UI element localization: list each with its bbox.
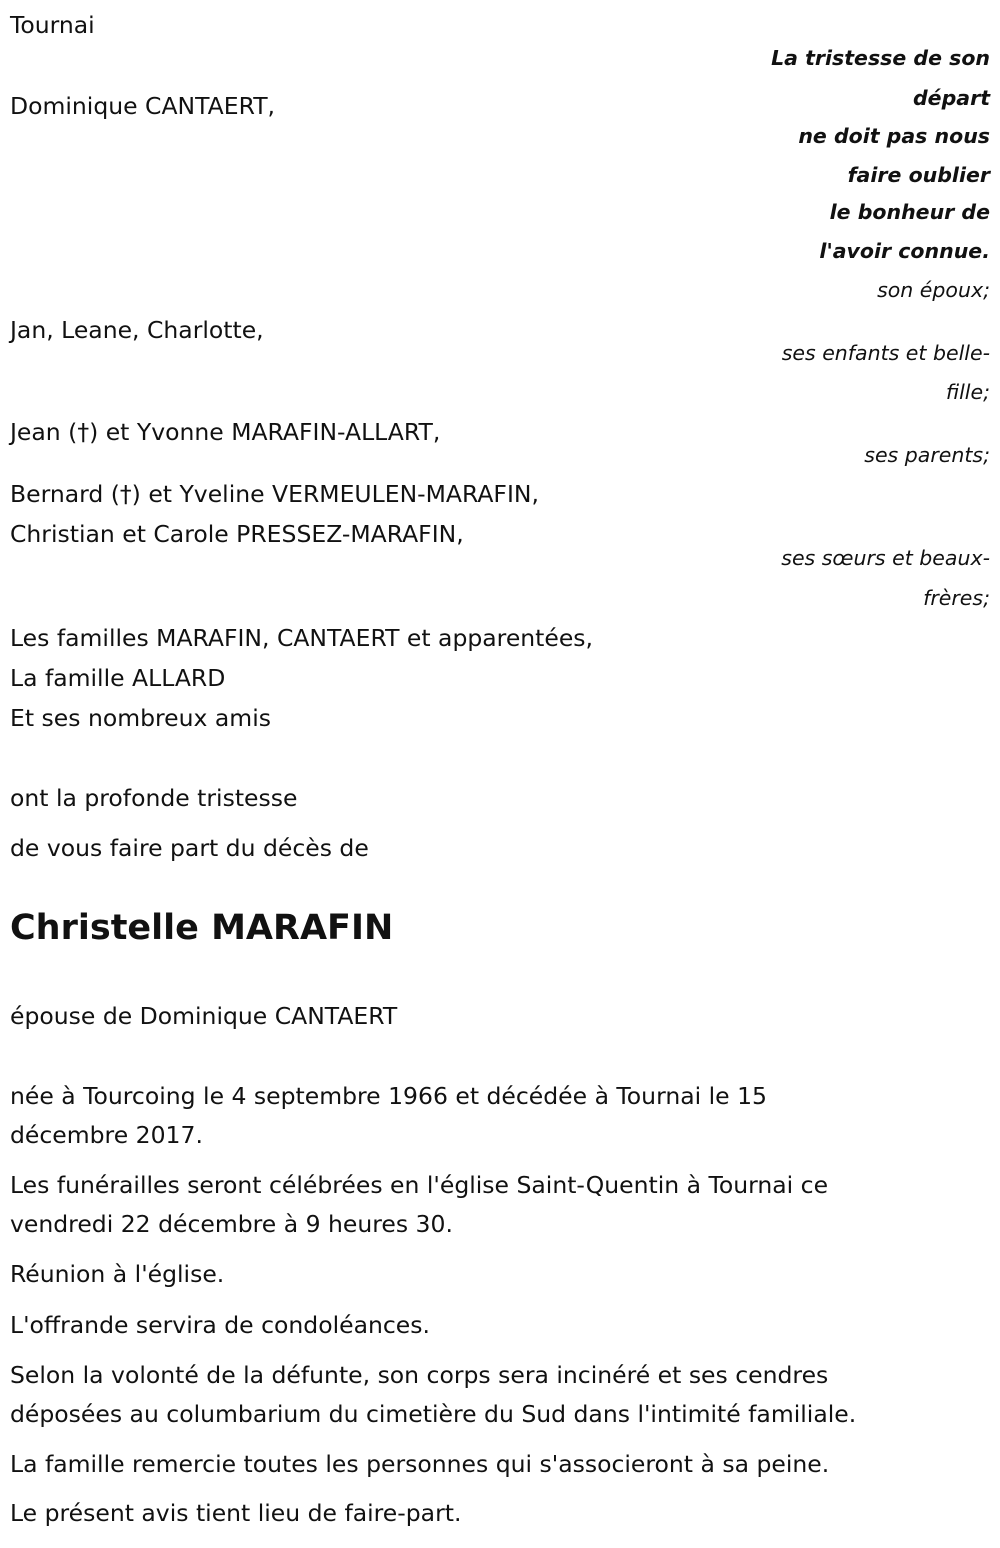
detail-line: Réunion à l'église. bbox=[10, 1260, 225, 1288]
family-name: Jean (†) et Yvonne MARAFIN-ALLART, bbox=[10, 418, 441, 446]
detail-line: née à Tourcoing le 4 septembre 1966 et décédée à Tournai le 15 bbox=[10, 1082, 767, 1110]
quote-line: le bonheur de bbox=[829, 200, 990, 224]
detail-line: déposées au columbarium du cimetière du Sud dans l'intimité familiale. bbox=[10, 1400, 857, 1428]
family-name: Jan, Leane, Charlotte, bbox=[10, 316, 264, 344]
announce-line: ont la profonde tristesse bbox=[10, 784, 298, 812]
detail-line: L'offrande servira de condoléances. bbox=[10, 1311, 430, 1339]
family-relation: ses enfants et belle- bbox=[781, 341, 990, 365]
family-relation: ses sœurs et beaux- bbox=[781, 546, 990, 570]
detail-line: Le présent avis tient lieu de faire-part. bbox=[10, 1499, 462, 1527]
others-line: Et ses nombreux amis bbox=[10, 704, 271, 732]
family-relation: son époux; bbox=[877, 278, 990, 302]
quote-line: départ bbox=[913, 86, 990, 110]
location: Tournai bbox=[10, 11, 95, 39]
family-relation: frères; bbox=[923, 586, 990, 610]
detail-line: Selon la volonté de la défunte, son corps sera incinéré et ses cendres bbox=[10, 1361, 829, 1389]
detail-line: décembre 2017. bbox=[10, 1121, 203, 1149]
spouse-line: épouse de Dominique CANTAERT bbox=[10, 1002, 398, 1030]
family-relation: fille; bbox=[945, 380, 990, 404]
family-name: Christian et Carole PRESSEZ-MARAFIN, bbox=[10, 520, 464, 548]
deceased-name: Christelle MARAFIN bbox=[10, 908, 394, 948]
others-line: Les familles MARAFIN, CANTAERT et apparentées, bbox=[10, 624, 594, 652]
quote-line: faire oublier bbox=[847, 163, 990, 187]
family-name: Bernard (†) et Yveline VERMEULEN-MARAFIN, bbox=[10, 480, 539, 508]
detail-line: Les funérailles seront célébrées en l'église Saint-Quentin à Tournai ce bbox=[10, 1171, 829, 1199]
quote-line: ne doit pas nous bbox=[798, 124, 990, 148]
family-name: Dominique CANTAERT, bbox=[10, 92, 276, 120]
family-relation: ses parents; bbox=[864, 443, 990, 467]
others-line: La famille ALLARD bbox=[10, 664, 226, 692]
quote-line: l'avoir connue. bbox=[819, 239, 990, 263]
announce-line: de vous faire part du décès de bbox=[10, 834, 369, 862]
detail-line: La famille remercie toutes les personnes qui s'associeront à sa peine. bbox=[10, 1450, 830, 1478]
detail-line: vendredi 22 décembre à 9 heures 30. bbox=[10, 1210, 453, 1238]
quote-line: La tristesse de son bbox=[771, 46, 990, 70]
